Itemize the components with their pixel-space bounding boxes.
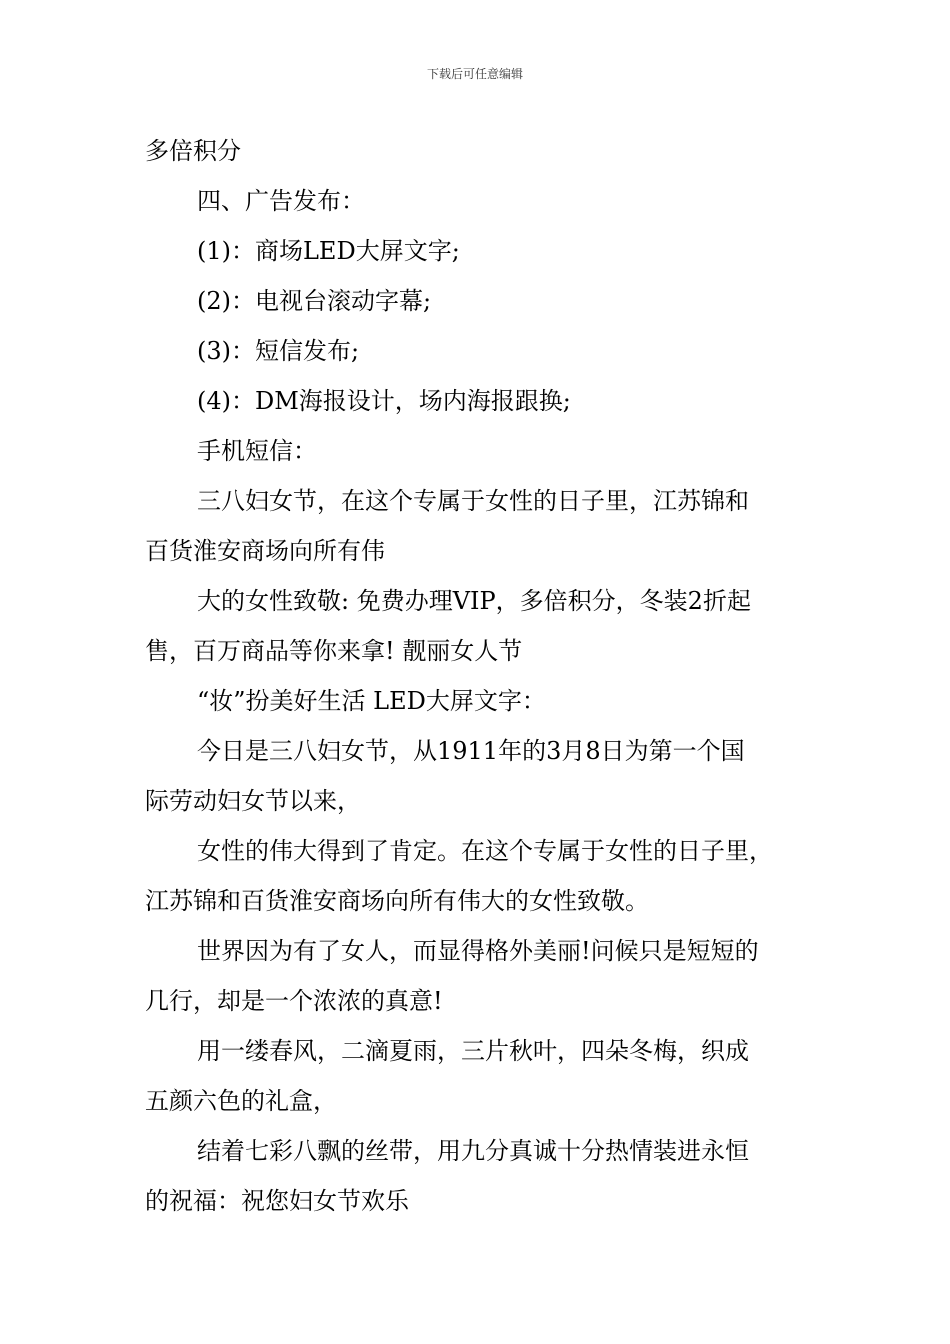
text-line: “妆”扮美好生活 LED大屏文字： [197, 687, 546, 715]
text-line: 大的女性致敬: 免费办理VIP，多倍积分，冬装2折起 [197, 587, 751, 615]
text-line: 女性的伟大得到了肯定。在这个专属于女性的日子里， [197, 837, 773, 865]
text-line: 售，百万商品等你来拿! 靓丽女人节 [145, 637, 523, 665]
text-line: 用一缕春风，二滴夏雨，三片秋叶，四朵冬梅，织成 [197, 1037, 749, 1065]
text-line: 手机短信： [197, 437, 317, 465]
text-line: (2)：电视台滚动字幕; [197, 287, 432, 315]
text-line: 三八妇女节，在这个专属于女性的日子里，江苏锦和 [197, 487, 749, 515]
text-line: 今日是三八妇女节，从1911年的3月8日为第一个国 [197, 737, 745, 765]
text-line: (1)：商场LED大屏文字; [197, 237, 460, 265]
text-line: (4)：DM海报设计，场内海报跟换; [197, 387, 571, 415]
text-line: 江苏锦和百货淮安商场向所有伟大的女性致敬。 [145, 887, 649, 915]
text-line: 几行，却是一个浓浓的真意! [145, 987, 443, 1015]
text-line: 的祝福：祝您妇女节欢乐 [145, 1187, 409, 1215]
text-line: 际劳动妇女节以来， [145, 787, 361, 815]
text-line: 结着七彩八飘的丝带，用九分真诚十分热情装进永恒 [197, 1137, 749, 1165]
document-body [145, 126, 810, 1226]
text-line: 四、广告发布： [197, 187, 365, 215]
page-header: 下载后可任意编辑 [426, 67, 523, 81]
text-line: 世界因为有了女人，而显得格外美丽!问候只是短短的 [197, 937, 759, 965]
text-line: 五颜六色的礼盒， [145, 1087, 337, 1115]
text-line: 百货淮安商场向所有伟 [145, 537, 385, 565]
text-line: 多倍积分 [145, 137, 241, 165]
text-line: (3)：短信发布; [197, 337, 360, 365]
